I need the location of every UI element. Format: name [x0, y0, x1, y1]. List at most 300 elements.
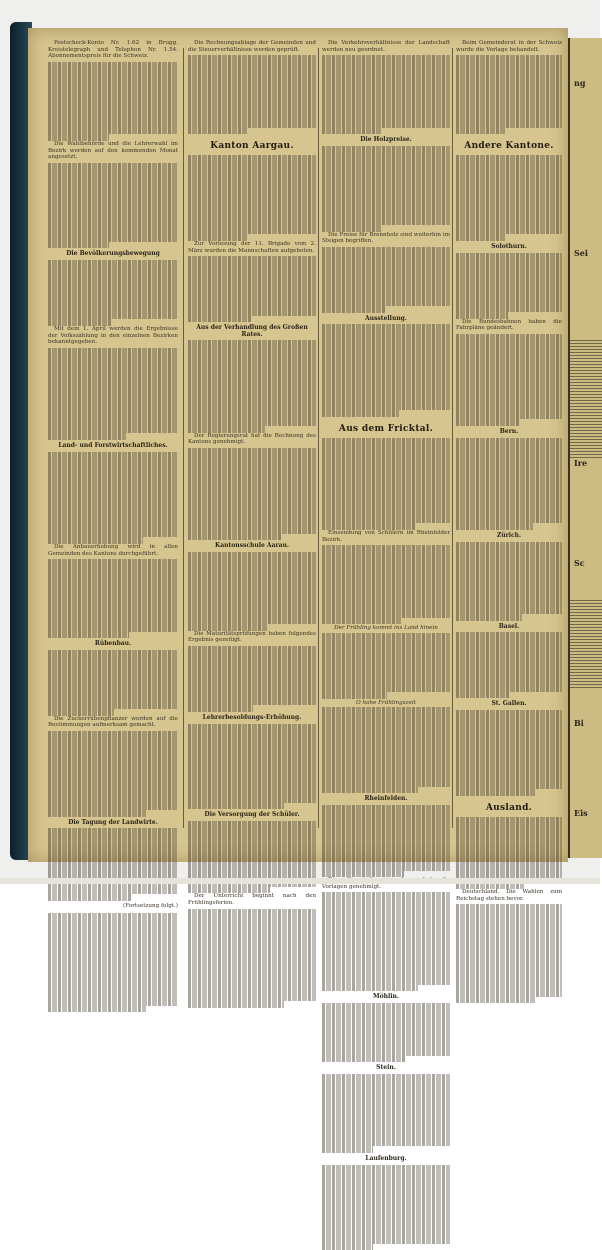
text-line-texture — [322, 212, 450, 219]
article-heading: Kantonsschule Aarau. — [215, 542, 289, 550]
text-line-texture — [322, 1165, 450, 1172]
text-line-texture — [188, 527, 316, 534]
text-line-texture — [48, 933, 178, 940]
column-4 — [456, 40, 562, 902]
text-line-texture — [456, 208, 562, 215]
text-line-texture — [322, 1094, 450, 1101]
text-line-texture — [322, 714, 450, 721]
text-line-texture — [456, 195, 562, 202]
text-line-texture — [48, 894, 131, 901]
text-line-texture — [48, 229, 178, 236]
text-line-texture — [188, 182, 316, 189]
text-line-texture — [322, 62, 450, 69]
text-line-texture — [322, 1016, 450, 1023]
text-line-texture — [48, 855, 178, 862]
scan-bottom-margin — [0, 878, 600, 884]
text-line-texture — [188, 55, 316, 62]
text-line-texture — [322, 351, 450, 358]
text-line-texture — [48, 953, 178, 960]
article-heading: Bern. — [499, 428, 519, 436]
text-line-texture — [322, 1036, 450, 1043]
text-line-texture — [322, 377, 450, 384]
continuation-note: (Fortsetzung folgt.) — [122, 902, 178, 909]
text-line-texture — [188, 737, 316, 744]
text-line-texture — [456, 568, 562, 575]
text-line-texture — [188, 860, 316, 867]
text-line-texture — [456, 95, 562, 102]
text-line-texture — [322, 598, 450, 605]
text-line-texture — [322, 692, 387, 699]
text-line-texture — [456, 983, 562, 990]
text-line-texture — [48, 861, 178, 868]
text-line-texture — [322, 1211, 450, 1218]
text-line-texture — [456, 632, 562, 639]
text-line-texture — [48, 498, 178, 505]
text-line-texture — [456, 115, 562, 122]
text-line-texture — [48, 433, 126, 440]
text-line-texture — [322, 1029, 450, 1036]
text-line-texture — [322, 912, 450, 919]
text-line-texture — [456, 484, 562, 491]
poem-line: Der Frühling kommt ins Land hinein — [334, 625, 438, 632]
text-line-texture — [456, 340, 562, 347]
text-line-texture — [48, 537, 143, 544]
text-line-texture — [188, 679, 316, 686]
text-line-texture — [188, 705, 253, 712]
text-line-texture — [322, 444, 450, 451]
text-line-texture — [48, 810, 146, 817]
text-line-texture — [456, 830, 562, 837]
text-line-texture — [48, 835, 178, 842]
text-line-texture — [322, 338, 450, 345]
text-line-texture — [456, 639, 562, 646]
text-line-texture — [322, 1087, 450, 1094]
text-line-texture — [322, 108, 450, 115]
adjacent-page-fragment: Ire — [574, 458, 588, 468]
text-line-texture — [322, 721, 450, 728]
text-line-texture — [456, 464, 562, 471]
text-line-texture — [188, 347, 316, 354]
text-line-texture — [456, 957, 562, 964]
text-line-texture — [322, 851, 450, 858]
text-line-texture — [322, 565, 450, 572]
text-line-texture — [48, 993, 178, 1000]
text-line-texture — [456, 977, 562, 984]
text-line-texture — [48, 95, 178, 102]
text-line-texture — [188, 653, 316, 660]
section-header: Ausland. — [485, 802, 533, 813]
text-line-texture — [48, 128, 178, 135]
text-line-texture — [188, 82, 316, 89]
text-line-texture — [456, 286, 562, 293]
article-heading: Die Holzpreise. — [360, 136, 412, 144]
text-line-texture — [456, 419, 520, 426]
text-line-texture — [48, 784, 178, 791]
text-line-texture — [456, 736, 562, 743]
text-line-texture — [48, 427, 178, 434]
poem-line: O hohe Frühlingszeit — [356, 699, 416, 706]
text-line-texture — [48, 348, 178, 355]
text-line-texture — [188, 828, 316, 835]
article-paragraph: Vorlagen genehmigt. — [322, 883, 382, 890]
text-line-texture — [48, 280, 178, 287]
text-line-texture — [48, 286, 178, 293]
text-line-texture — [48, 703, 178, 710]
text-line-texture — [322, 805, 450, 812]
text-line-texture — [48, 75, 178, 82]
text-line-texture — [48, 579, 178, 586]
text-line-texture — [456, 614, 522, 621]
text-line-texture — [188, 88, 316, 95]
text-line-texture — [456, 457, 562, 464]
text-line-texture — [188, 228, 316, 235]
text-line-texture — [456, 548, 562, 555]
adjacent-page-fragment: Bi — [574, 718, 584, 728]
text-line-texture — [322, 438, 450, 445]
text-line-texture — [188, 283, 316, 290]
text-line-texture — [188, 340, 316, 347]
text-line-texture — [48, 524, 178, 531]
text-line-texture — [188, 316, 251, 323]
text-line-texture — [322, 517, 450, 524]
text-line-texture — [456, 869, 562, 876]
article-heading: Zürich. — [496, 531, 522, 539]
text-line-texture — [456, 444, 562, 451]
text-line-texture — [188, 101, 316, 108]
text-line-texture — [48, 189, 178, 196]
text-line-texture — [48, 407, 178, 414]
text-line-texture — [322, 958, 450, 965]
text-line-texture — [188, 605, 316, 612]
text-line-texture — [456, 438, 562, 445]
text-line-texture — [456, 354, 562, 361]
text-line-texture — [188, 757, 316, 764]
text-line-texture — [322, 1049, 450, 1056]
text-line-texture — [456, 347, 562, 354]
text-line-texture — [456, 477, 562, 484]
text-line-texture — [456, 155, 562, 162]
text-line-texture — [188, 994, 316, 1001]
text-line-texture — [48, 62, 178, 69]
text-line-texture — [48, 354, 178, 361]
text-line-texture — [322, 471, 450, 478]
text-line-texture — [188, 981, 316, 988]
article-paragraph: Die Maturitätsprüfungen haben folgendes Ergebnis gezeitigt. — [188, 630, 316, 644]
text-line-texture — [322, 192, 450, 199]
text-line-texture — [322, 464, 450, 471]
text-line-texture — [456, 756, 562, 763]
text-line-texture — [322, 939, 450, 946]
article-paragraph: Beim Gemeinderat in der Schweiz wurde die Vorlage behandelt. — [456, 40, 562, 53]
section-header: Aus dem Fricktal. — [338, 423, 434, 434]
text-line-texture — [456, 970, 562, 977]
text-line-texture — [48, 797, 178, 804]
text-line-texture — [322, 344, 450, 351]
text-line-texture — [48, 306, 178, 313]
text-line-texture — [456, 523, 533, 530]
text-line-texture — [322, 945, 450, 952]
column-divider — [318, 48, 319, 828]
text-line-texture — [48, 222, 178, 229]
text-line-texture — [48, 566, 178, 573]
text-line-texture — [456, 279, 562, 286]
text-line-texture — [322, 1120, 450, 1127]
text-line-texture — [48, 841, 178, 848]
text-line-texture — [48, 182, 178, 189]
article-heading: Stein. — [376, 1064, 396, 1072]
text-line-texture — [188, 108, 316, 115]
text-line-texture — [188, 507, 316, 514]
text-line-texture — [456, 665, 562, 672]
text-line-texture — [188, 803, 284, 810]
text-line-texture — [322, 410, 399, 417]
text-line-texture — [322, 1146, 373, 1153]
text-line-texture — [188, 821, 316, 828]
text-line-texture — [188, 289, 316, 296]
text-line-texture — [322, 1023, 450, 1030]
text-line-texture — [456, 575, 562, 582]
text-line-texture — [456, 997, 536, 1004]
text-line-texture — [188, 692, 316, 699]
text-line-texture — [322, 545, 450, 552]
text-line-texture — [48, 683, 178, 690]
text-line-texture — [48, 511, 178, 518]
text-line-texture — [188, 948, 316, 955]
text-line-texture — [322, 734, 450, 741]
text-line-texture — [456, 299, 562, 306]
article-heading: Rheinfelden. — [364, 795, 408, 803]
text-line-texture — [456, 645, 562, 652]
text-line-texture — [188, 309, 316, 316]
text-line-texture — [456, 504, 562, 511]
text-line-texture — [188, 302, 316, 309]
text-line-texture — [322, 978, 450, 985]
text-line-texture — [322, 825, 450, 832]
text-line-texture — [456, 588, 562, 595]
text-line-texture — [48, 491, 178, 498]
text-line-texture — [48, 986, 178, 993]
article-paragraph: Die Preise für Brennholz sind weiterhin im Steigen begriffen. — [322, 231, 450, 245]
text-line-texture — [188, 201, 316, 208]
article-heading: Die Bevölkerungsbewegung — [66, 250, 160, 258]
text-line-texture — [322, 646, 450, 653]
article-heading: Laufenburg. — [365, 1155, 407, 1162]
text-line-texture — [48, 121, 178, 128]
text-line-texture — [48, 452, 178, 459]
text-line-texture — [48, 267, 178, 274]
text-line-texture — [322, 727, 450, 734]
text-line-texture — [322, 1043, 450, 1050]
text-line-texture — [322, 618, 401, 625]
text-line-texture — [322, 1113, 450, 1120]
text-line-texture — [188, 373, 316, 380]
text-line-texture — [188, 834, 316, 841]
text-line-texture — [456, 789, 536, 796]
text-line-texture — [456, 68, 562, 75]
text-line-texture — [456, 659, 562, 666]
text-line-texture — [322, 523, 415, 530]
text-line-texture — [48, 696, 178, 703]
text-line-texture — [48, 465, 178, 472]
text-line-texture — [48, 913, 178, 920]
column-divider — [183, 48, 184, 828]
text-line-texture — [322, 1107, 450, 1114]
text-line-texture — [188, 922, 316, 929]
text-line-texture — [456, 517, 562, 524]
text-line-texture — [48, 790, 178, 797]
text-line-texture — [188, 909, 316, 916]
text-line-texture — [48, 689, 178, 696]
text-line-texture — [322, 972, 450, 979]
text-line-texture — [456, 182, 562, 189]
text-line-texture — [322, 925, 450, 932]
text-line-texture — [188, 686, 316, 693]
text-line-texture — [456, 380, 562, 387]
article-paragraph: Der Unterricht beginnt nach den Frühlingsferien. — [188, 893, 316, 907]
text-line-texture — [188, 724, 316, 731]
text-line-texture — [322, 306, 385, 313]
text-line-texture — [48, 731, 178, 738]
text-line-texture — [456, 692, 510, 699]
text-line-texture — [456, 710, 562, 717]
text-line-texture — [456, 497, 562, 504]
text-line-texture — [188, 155, 316, 162]
text-line-texture — [188, 95, 316, 102]
text-line-texture — [188, 790, 316, 797]
text-line-texture — [456, 652, 562, 659]
text-line-texture — [456, 360, 562, 367]
text-line-texture — [48, 68, 178, 75]
text-line-texture — [322, 371, 450, 378]
text-line-texture — [188, 598, 316, 605]
text-line-texture — [322, 844, 450, 851]
text-line-texture — [456, 817, 562, 824]
text-line-texture — [322, 639, 450, 646]
adjacent-page-fragment: Eis — [574, 808, 588, 818]
text-line-texture — [322, 1224, 450, 1231]
text-line-texture — [322, 767, 450, 774]
text-line-texture — [188, 461, 316, 468]
text-line-texture — [188, 887, 270, 894]
text-line-texture — [188, 552, 316, 559]
text-line-texture — [322, 611, 450, 618]
text-line-texture — [322, 1080, 450, 1087]
text-line-texture — [322, 747, 450, 754]
text-line-texture — [188, 796, 316, 803]
column-divider — [452, 48, 453, 828]
article-paragraph: Die Bundesbahnen haben die Fahrpläne geändert. — [456, 318, 562, 332]
article-paragraph: Die Anbauerhebung wird in allen Gemeinden des Kantons durchgeführt. — [48, 543, 178, 557]
text-line-texture — [48, 293, 178, 300]
text-line-texture — [188, 501, 316, 508]
text-line-texture — [48, 979, 178, 986]
text-line-texture — [188, 611, 316, 618]
text-line-texture — [48, 586, 178, 593]
adjacent-page-fragment: Sc — [574, 558, 585, 568]
text-line-texture — [48, 313, 178, 320]
text-line-texture — [322, 686, 450, 693]
text-line-texture — [48, 632, 129, 639]
text-line-texture — [456, 850, 562, 857]
text-line-texture — [456, 228, 562, 235]
article-heading: Die Tagung der Landwirte. — [68, 818, 158, 826]
article-paragraph: Die Rechnungsablage der Gemeinden und die Steuerverhältnisse werden geprüft. — [188, 40, 316, 53]
text-line-texture — [322, 115, 450, 122]
text-line-texture — [188, 534, 281, 541]
article-heading: Land- und Forstwirtschaftliches. — [58, 442, 168, 450]
text-line-texture — [48, 300, 178, 307]
adjacent-page-fragment: ng — [574, 78, 586, 88]
text-line-texture — [322, 159, 450, 166]
text-line-texture — [48, 751, 178, 758]
text-line-texture — [48, 88, 178, 95]
text-line-texture — [48, 676, 178, 683]
text-line-texture — [456, 917, 562, 924]
text-line-texture — [48, 368, 178, 375]
text-line-texture — [322, 919, 450, 926]
text-line-texture — [322, 899, 450, 906]
text-line-texture — [188, 975, 316, 982]
text-line-texture — [322, 324, 450, 331]
text-line-texture — [48, 868, 178, 875]
text-line-texture — [322, 280, 450, 287]
text-line-texture — [322, 490, 450, 497]
article-heading: Ausstellung. — [365, 314, 407, 322]
text-line-texture — [456, 188, 562, 195]
text-line-texture — [188, 75, 316, 82]
text-line-texture — [322, 146, 450, 153]
text-line-texture — [48, 215, 178, 222]
text-line-texture — [188, 659, 316, 666]
text-line-texture — [322, 906, 450, 913]
text-line-texture — [322, 293, 450, 300]
text-line-texture — [48, 592, 178, 599]
text-line-texture — [456, 730, 562, 737]
text-line-texture — [322, 384, 450, 391]
text-line-texture — [188, 770, 316, 777]
text-line-texture — [322, 1056, 406, 1063]
article-heading: Aus der Verhandlung des Großen Rates. — [196, 324, 308, 338]
text-line-texture — [188, 841, 316, 848]
text-line-texture — [456, 763, 562, 770]
text-line-texture — [456, 990, 562, 997]
text-line-texture — [48, 134, 109, 141]
text-line-texture — [322, 952, 450, 959]
text-line-texture — [322, 1100, 450, 1107]
text-line-texture — [188, 195, 316, 202]
text-line-texture — [48, 973, 178, 980]
text-line-texture — [456, 863, 562, 870]
text-line-texture — [48, 169, 178, 176]
text-line-texture — [188, 520, 316, 527]
text-line-texture — [322, 965, 450, 972]
text-line-texture — [456, 542, 562, 549]
text-line-texture — [456, 823, 562, 830]
article-heading: Lehrerbesoldungs-Erhöhung. — [202, 714, 302, 721]
text-line-texture — [322, 558, 450, 565]
text-line-texture — [322, 260, 450, 267]
article-paragraph: Die Verkehrsverhältnisse der Landschaft werden neu geordnet. — [322, 40, 450, 53]
text-line-texture — [322, 357, 450, 364]
text-line-texture — [322, 75, 450, 82]
text-line-texture — [48, 927, 178, 934]
text-line-texture — [188, 867, 316, 874]
text-line-texture — [48, 848, 178, 855]
article-paragraph: Mit dem 1. April werden die Ergebnisse der Volkszählung in den einzelnen Bezirken bekanntgegeben. — [48, 325, 178, 346]
text-line-texture — [322, 497, 450, 504]
text-line-texture — [188, 783, 316, 790]
text-line-texture — [188, 296, 316, 303]
